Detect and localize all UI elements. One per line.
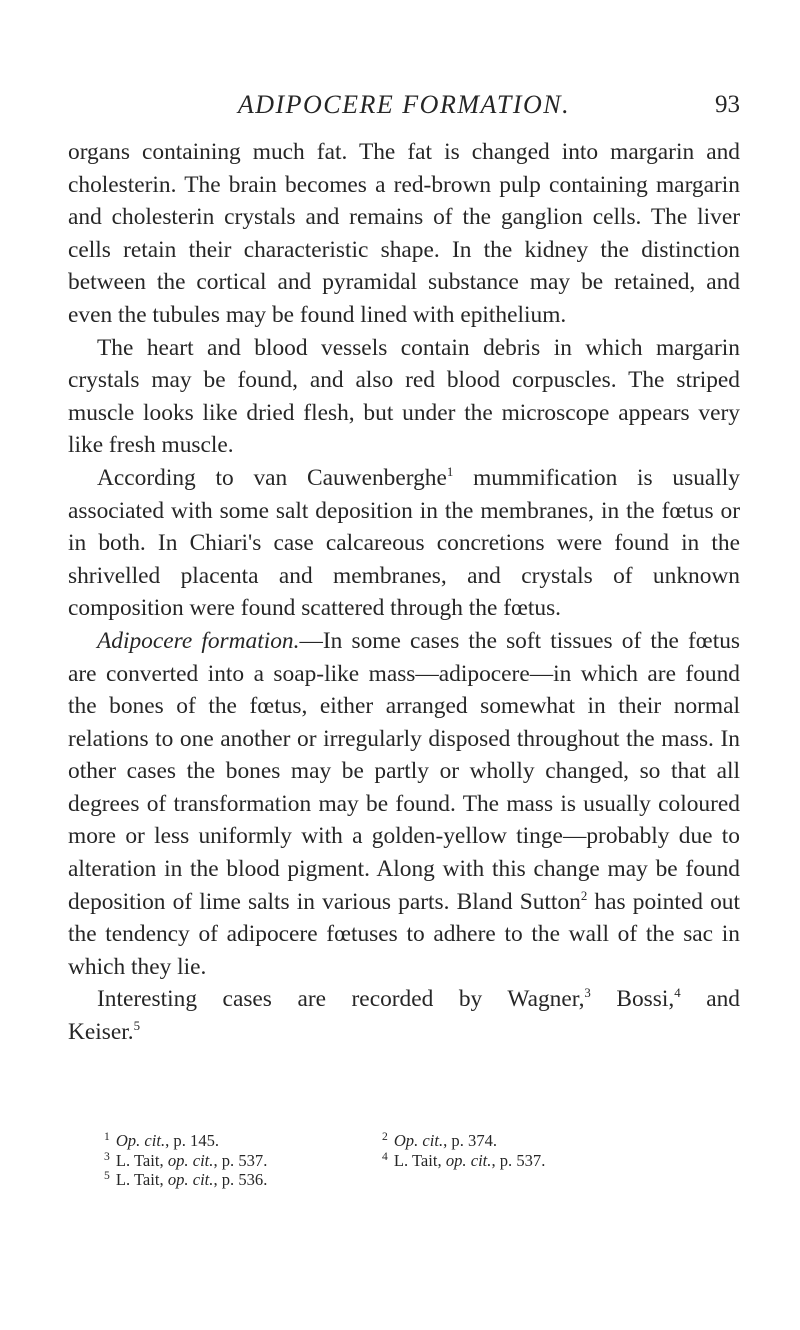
- paragraph-text: has pointed out the tendency of adipocere fœtuses to adhere to the wall of the sac in which they lie.: [68, 888, 740, 980]
- footnote-ref: 1: [446, 464, 454, 479]
- paragraph-adipocere: [68, 625, 740, 984]
- footnote-1: [104, 1131, 382, 1151]
- footnote-author: L. Tait,: [115, 1170, 168, 1189]
- footnote-number: 4: [382, 1149, 388, 1163]
- footnote-citation: op. cit.: [445, 1150, 492, 1170]
- footnote-4: [382, 1151, 660, 1171]
- footnote-3: [104, 1151, 382, 1171]
- paragraph-text: —In some cases the soft tissues of the fœtus are converted into a soap-like mass—adipocere—in which are found the bones of the fœtus, either arranged somewhat in their normal relations to one another or irregularly disposed throughout the mass. In other cases the bones may be partly or wholly changed, so that all degrees of transformation may be found. The mass is usually coloured more or less uniformly with a golden-yellow tinge—probably due to alteration in the blood pigment. Along with this change may be found deposition of lime salts in various parts. Bland Sutton: [68, 627, 740, 915]
- footnote-number: 2: [382, 1130, 388, 1144]
- running-title: ADIPOCERE FORMATION.: [237, 90, 571, 119]
- footnote-page: , p. 537.: [491, 1150, 546, 1170]
- section-heading: Adipocere formation.: [97, 627, 300, 654]
- footnote-ref: 2: [580, 888, 588, 903]
- footnote-author: L. Tait,: [115, 1150, 168, 1170]
- running-head: [68, 87, 740, 123]
- paragraph-keiser: [68, 1016, 740, 1049]
- page-number: 93: [715, 91, 740, 118]
- footnote-2: [382, 1131, 660, 1151]
- paragraph-text: and: [680, 986, 740, 1013]
- footnote-citation: Op. cit.: [115, 1131, 166, 1150]
- paragraph-interesting: [68, 983, 740, 1016]
- paragraph-heart: The heart and blood vessels contain debris in which margarin crystals may be found, and also red blood corpuscles. The striped muscle looks like dried flesh, but under the microscope appears very like fresh muscle.: [68, 334, 740, 459]
- footnote-number: 3: [104, 1149, 110, 1163]
- footnote-ref: 4: [674, 986, 681, 1001]
- paragraph-text: Interesting cases are recorded by Wagner,: [97, 986, 585, 1013]
- footnote-5: [104, 1170, 382, 1190]
- footnote-row: [104, 1151, 664, 1171]
- footnote-citation: Op. cit.: [393, 1131, 444, 1150]
- body-text: [68, 136, 740, 1049]
- paragraph-text: According to van Cauwenberghe: [97, 464, 447, 491]
- paragraph-text: Bossi,: [590, 986, 675, 1013]
- footnote-author: L. Tait,: [393, 1150, 446, 1170]
- footnote-citation: op. cit.: [167, 1150, 214, 1170]
- paragraph-organs: organs containing much fat. The fat is changed into margarin and cholesterin. The brain becomes a red-brown pulp containing margarin and cholesterin crystals and remains of the ganglion cells. The liver cells retain their characteristic shape. In the kidney the distinction between the cortical and pyramidal substance may be retained, and even the tubules may be found lined with epithelium.: [68, 139, 740, 328]
- footnotes: [104, 1131, 664, 1190]
- footnote-ref: 3: [584, 986, 591, 1001]
- footnote-row: [104, 1131, 664, 1151]
- paragraph-text: Keiser.: [68, 1019, 134, 1046]
- footnote-page: , p. 374.: [443, 1131, 498, 1150]
- footnote-ref: 5: [133, 1019, 141, 1034]
- footnote-citation: op. cit.: [167, 1170, 214, 1189]
- paragraph-cauwenberghe: [68, 462, 740, 625]
- footnote-number: 1: [104, 1130, 110, 1144]
- footnote-page: , p. 145.: [165, 1131, 220, 1150]
- footnote-page: , p. 537.: [213, 1150, 268, 1170]
- paragraph-text: mummification is usually associated with some salt deposition in the membranes, in the fœtus or in both. In Chiari's case calcareous concretions were found in the shrivelled placenta and membranes, and crystals of unknown composition were found scattered through the fœtus.: [68, 464, 740, 622]
- footnote-number: 5: [104, 1169, 110, 1183]
- footnote-page: , p. 536.: [213, 1170, 268, 1189]
- footnote-row: [104, 1170, 664, 1190]
